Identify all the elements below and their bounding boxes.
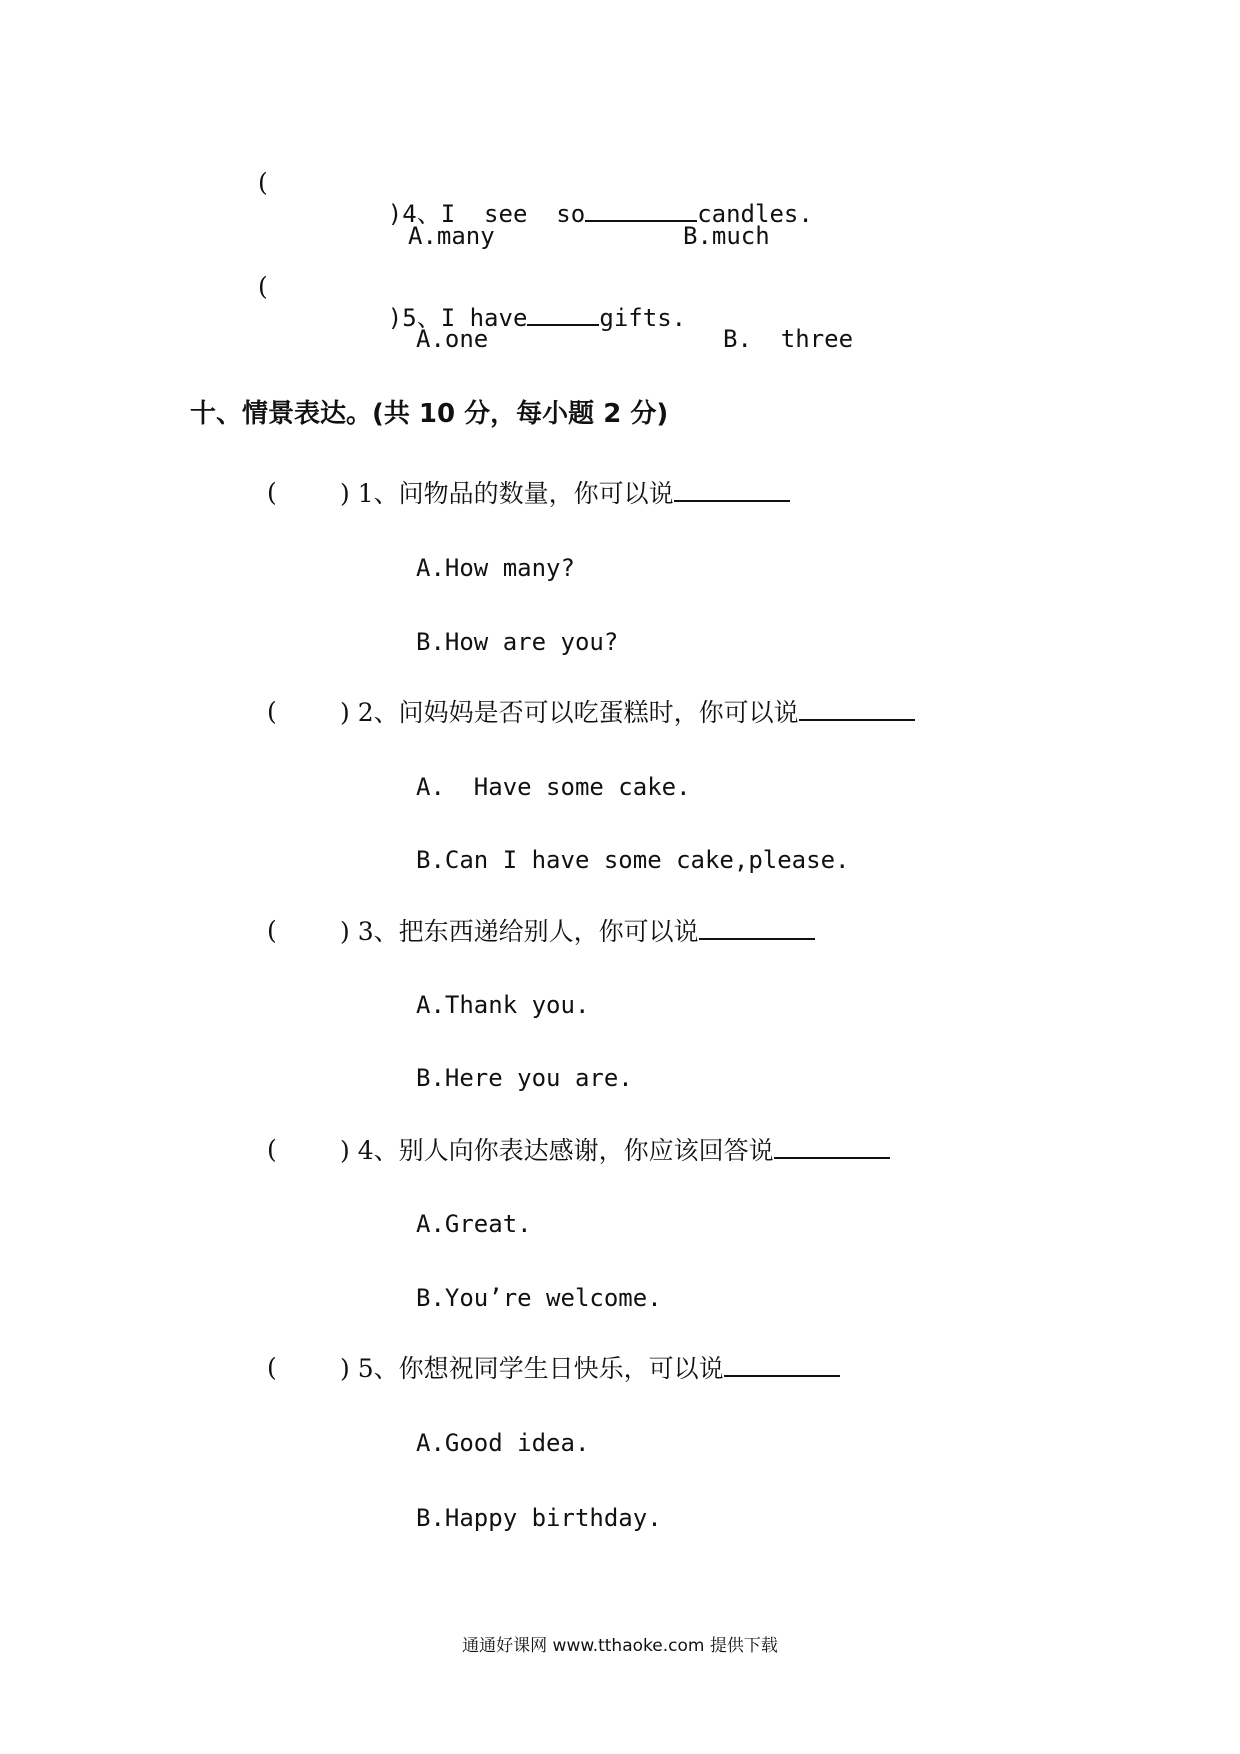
option-a: A.Good idea. [416, 1429, 590, 1457]
option-b: B.You’re welcome. [416, 1284, 662, 1312]
answer-blank[interactable] [799, 697, 915, 721]
answer-blank[interactable] [774, 1135, 890, 1159]
footer-credit: 通通好课网 www.tthaoke.com 提供下载 [462, 1636, 778, 1656]
option-a: A.Thank you. [416, 991, 590, 1019]
question-number: 5、 [402, 304, 441, 332]
answer-paren-close: ) [340, 698, 350, 727]
answer-paren-open: ( [258, 168, 268, 197]
option-a: A. Have some cake. [416, 773, 691, 801]
option-a: A.many [408, 222, 495, 250]
question-text-before: I have [440, 304, 528, 332]
question-number: 4、 [402, 200, 441, 228]
answer-blank[interactable] [699, 916, 815, 940]
answer-paren-close: ) [340, 479, 350, 508]
option-b: B.much [683, 222, 770, 250]
answer-blank[interactable] [674, 478, 790, 502]
answer-paren-open: ( [267, 478, 277, 507]
answer-blank[interactable] [527, 302, 599, 326]
question-text-before: I see so [440, 200, 586, 228]
option-b: B.Can I have some cake,please. [416, 846, 850, 874]
answer-blank[interactable] [585, 198, 697, 222]
option-b: B.Happy birthday. [416, 1504, 662, 1532]
answer-paren-close: ) [340, 1354, 350, 1383]
option-b: B.Here you are. [416, 1064, 633, 1092]
question-number: 1、 [357, 479, 399, 508]
option-b: B.How are you? [416, 628, 619, 656]
question-text-after: candles. [697, 200, 813, 228]
question-prompt: 别人向你表达感谢，你应该回答说 [398, 1136, 774, 1165]
option-a: A.one [416, 325, 489, 353]
section-heading: 十、情景表达。(共 10 分，每小题 2 分) [190, 399, 669, 429]
question-prompt: 把东西递给别人，你可以说 [398, 917, 699, 946]
question-number: 3、 [357, 917, 399, 946]
answer-paren-close: ) [340, 1136, 350, 1165]
answer-paren-close: ) [340, 917, 350, 946]
question-prompt: 问物品的数量，你可以说 [398, 479, 674, 508]
answer-blank[interactable] [724, 1353, 840, 1377]
option-a: A.How many? [416, 554, 575, 582]
question-number: 4、 [357, 1136, 399, 1165]
question-prompt: 问妈妈是否可以吃蛋糕时，你可以说 [398, 698, 799, 727]
answer-paren-open: ( [267, 916, 277, 945]
answer-paren-open: ( [258, 272, 268, 301]
option-b: B. three [723, 325, 854, 353]
question-number: 2、 [357, 698, 399, 727]
question-number: 5、 [357, 1354, 399, 1383]
question-prompt: 你想祝同学生日快乐，可以说 [398, 1354, 724, 1383]
answer-paren-open: ( [267, 1135, 277, 1164]
question-text-after: gifts. [599, 304, 687, 332]
answer-paren-open: ( [267, 697, 277, 726]
option-a: A.Great. [416, 1210, 532, 1238]
answer-paren-close: ) [387, 200, 403, 228]
answer-paren-open: ( [267, 1353, 277, 1382]
answer-paren-close: ) [387, 304, 403, 332]
